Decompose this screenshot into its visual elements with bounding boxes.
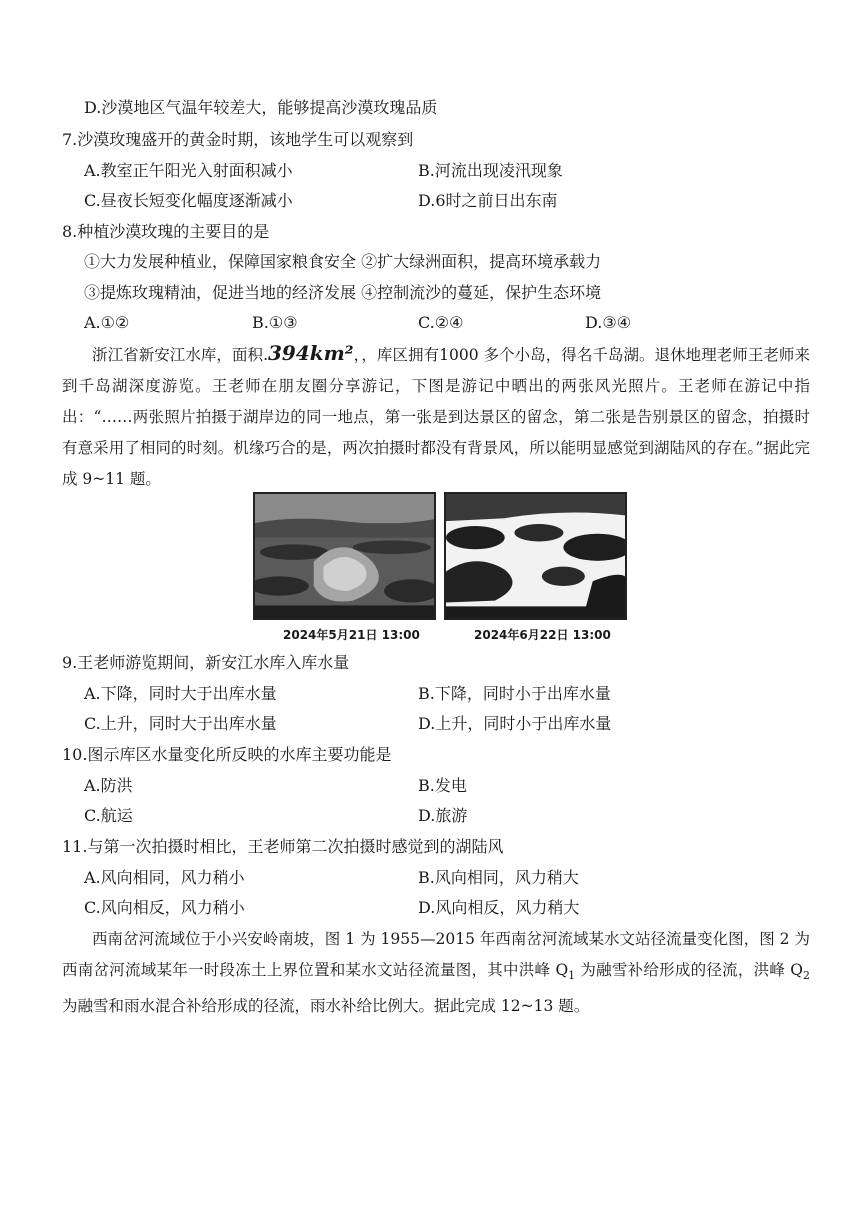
q7-stem: 7.沙漠玫瑰盛开的黄金时期，该地学生可以观察到 (62, 130, 414, 149)
lake-photo-june (444, 492, 627, 620)
q8-option-b: B.①③ (252, 313, 298, 332)
q10-option-a: A.防洪 (84, 776, 133, 795)
passage2-text2: 为融雪补给形成的径流，洪峰 Q (575, 961, 803, 979)
q8-option-a: A.①② (84, 313, 130, 332)
q7-option-c: C.昼夜长短变化幅度逐渐减小 (84, 191, 293, 210)
q8-statement-3-4: ③提炼玫瑰精油，促进当地的经济发展 ④控制流沙的蔓延，保护生态环境 (84, 283, 602, 302)
passage1-pre: 浙江省新安江水库，面积. (92, 346, 268, 364)
q9-stem: 9.王老师游览期间，新安江水库入库水量 (62, 653, 350, 672)
q8-stem: 8.种植沙漠玫瑰的主要目的是 (62, 222, 270, 241)
q9-option-a: A.下降，同时大于出库水量 (84, 684, 277, 703)
q9-option-d: D.上升，同时小于出库水量 (418, 714, 612, 733)
passage-qiandao-lake (62, 338, 810, 495)
q7-option-a: A.教室正午阳光入射面积减小 (84, 161, 293, 180)
q6-option-d: D.沙漠地区气温年较差大，能够提高沙漠玫瑰品质 (84, 98, 438, 117)
q8-option-d: D.③④ (585, 313, 632, 332)
q11-option-c: C.风向相反，风力稍小 (84, 898, 245, 917)
passage2-sub2: 2 (803, 969, 810, 983)
q8-option-c: C.②④ (418, 313, 464, 332)
q10-option-d: D.旅游 (418, 806, 468, 825)
passage2-text1: 西南岔河流域位于小兴安岭南坡，图 1 为 1955—2015 年西南岔河流域某水文站径流量变化图，图 2 为西南岔河流域某年一时段冻土上界位置和某水文站径流量图，其中洪峰 Q (62, 930, 810, 979)
passage2-text3: 为融雪和雨水混合补给形成的径流，雨水补给比例大。据此完成 12~13 题。 (62, 997, 590, 1016)
q7-option-b: B.河流出现凌汛现象 (418, 161, 563, 180)
q11-stem: 11.与第一次拍摄时相比，王老师第二次拍摄时感觉到的湖陆风 (62, 837, 504, 856)
q10-option-b: B.发电 (418, 776, 467, 795)
photo-caption-may: 2024年5月21日 13:00 (283, 628, 420, 642)
passage2-sub1: 1 (568, 969, 576, 983)
q7-option-d: D.6时之前日出东南 (418, 191, 558, 210)
q9-option-c: C.上升，同时大于出库水量 (84, 714, 277, 733)
q10-option-c: C.航运 (84, 806, 133, 825)
q11-option-d: D.风向相反，风力稍大 (418, 898, 580, 917)
q9-option-b: B.下降，同时小于出库水量 (418, 684, 611, 703)
q11-option-b: B.风向相同，风力稍大 (418, 868, 579, 887)
photo-caption-june: 2024年6月22日 13:00 (474, 628, 611, 642)
q8-statement-1-2: ①大力发展种植业，保障国家粮食安全 ②扩大绿洲面积，提高环境承载力 (84, 252, 602, 271)
passage-xinancha-river (62, 924, 810, 1022)
q11-option-a: A.风向相同，风力稍小 (84, 868, 245, 887)
q10-stem: 10.图示库区水量变化所反映的水库主要功能是 (62, 745, 392, 764)
passage1-post: ，，库区拥有1000 多个小岛，得名千岛湖。退休地理老师王老师来到千岛湖深度游览。王老师在朋友圈分享游记，下图是游记中晒出的两张风光照片。王老师在游记中指出：“……两张照片拍摄于湖岸边的同一地点，第一张是到达景区的留念，第二张是告别景区的留念，拍摄时有意采用了相同的时刻。机缘巧合的是，两次拍摄时都没有背景风，所以能明显感觉到湖陆风的存在。”据此完成 9~11 题。 (62, 346, 810, 488)
lake-photo-may (253, 492, 436, 620)
passage1-area: 394km² (268, 341, 354, 365)
